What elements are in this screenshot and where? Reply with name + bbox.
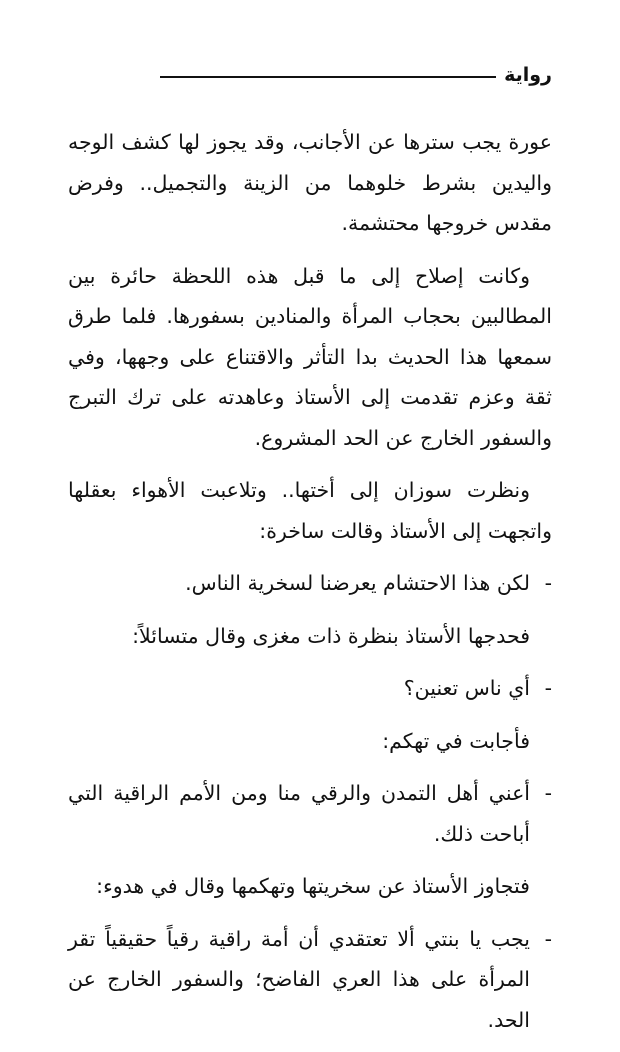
- section-title: رواية: [504, 64, 552, 86]
- dialogue-dash: -: [544, 571, 552, 595]
- narration-paragraph: ونظرت سوزان إلى أختها.. وتلاعبت الأهواء بعقلها واتجهت إلى الأستاذ وقالت ساخرة:: [68, 478, 552, 543]
- dialogue-dash: -: [544, 676, 552, 700]
- page-body: [68, 122, 552, 1052]
- dialogue-line: [68, 563, 552, 604]
- narration-paragraph: وكانت إصلاح إلى ما قبل هذه اللحظة حائرة بين المطالبين بحجاب المرأة والمنادين بسفورها. فلما طرق سمعها هذا الحديث بدا التأثر والاقتناع على وجهها، وفي ثقة وعزم تقدمت إلى الأستاذ وعاهدته على ترك التبرج والسفور الخارج عن الحد المشروع.: [68, 263, 552, 450]
- dialogue-line: [68, 919, 552, 1041]
- dialogue-text: أعني أهل التمدن والرقي منا ومن الأمم الراقية التي أباحت ذلك.: [68, 781, 530, 846]
- dialogue-text: يجب يا بنتي ألا تعتقدي أن أمة راقية رقياً حقيقياً تقر المرأة على هذا العري الفاضح؛ والسفور الخارج عن الحد.: [68, 926, 530, 1032]
- running-header: [160, 60, 552, 90]
- dialogue-dash: -: [544, 781, 552, 805]
- narration-paragraph: فتجاوز الأستاذ عن سخريتها وتهكمها وقال في هدوء:: [96, 874, 530, 898]
- narration-paragraph: فحدجها الأستاذ بنظرة ذات مغزى وقال متسائلاً:: [132, 623, 530, 648]
- dialogue-text: أي ناس تعنين؟: [403, 676, 530, 700]
- dialogue-dash: -: [544, 926, 552, 951]
- header-rule: [160, 76, 496, 78]
- narration-paragraph: فأجابت في تهكم:: [382, 728, 530, 753]
- narration-paragraph: عورة يجب سترها عن الأجانب، وقد يجوز لها كشف الوجه واليدين بشرط خلوهما من الزينة والتجميل.. وفرض مقدس خروجها محتشمة.: [68, 130, 552, 235]
- dialogue-line: [68, 668, 552, 709]
- dialogue-line: [68, 773, 552, 854]
- dialogue-text: لكن هذا الاحتشام يعرضنا لسخرية الناس.: [185, 571, 530, 595]
